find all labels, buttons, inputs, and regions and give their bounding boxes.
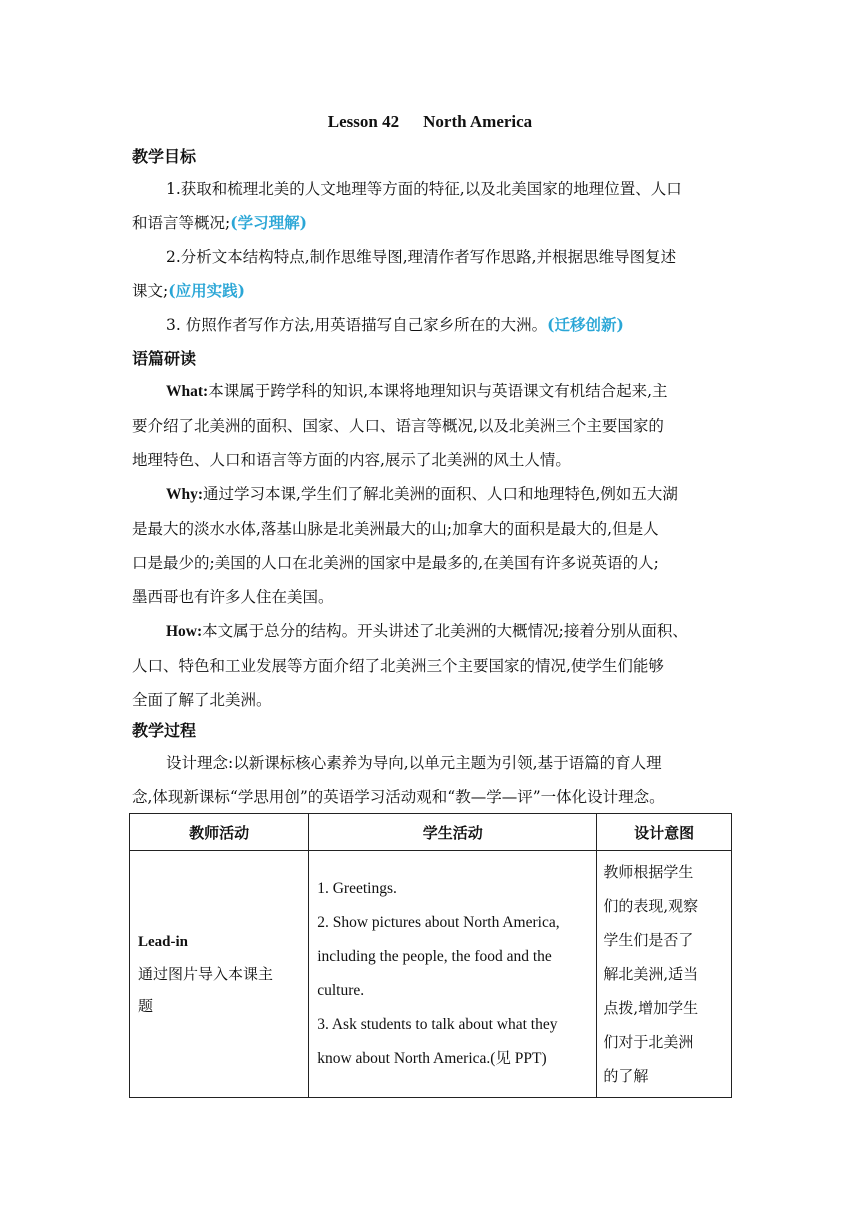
activity-line-5: 3. Ask students to talk about what they <box>317 1016 558 1033</box>
why-line-3: 口是最少的;美国的人口在北美洲的国家中是最多的,在美国有许多说英语的人; <box>132 554 659 572</box>
why-line-4: 墨西哥也有许多人住在美国。 <box>132 588 334 606</box>
what-line-3: 地理特色、人口和语言等方面的内容,展示了北美洲的风土人情。 <box>132 451 571 469</box>
intent-line-7: 的了解 <box>603 1067 649 1085</box>
table-header-row <box>130 814 732 851</box>
intent-line-5: 点拨,增加学生 <box>603 999 699 1017</box>
objective-1-line-2: 和语言等概况;(学习理解) <box>132 213 307 232</box>
how-line-1: How:本文属于总分的结构。开头讲述了北美洲的大概情况;接着分别从面积、 <box>166 622 688 640</box>
activity-line-2: 2. Show pictures about North America, <box>317 914 560 931</box>
intent-line-2: 们的表现,观察 <box>603 897 699 915</box>
header-design-intent: 设计意图 <box>597 814 732 851</box>
what-line-1: What:本课属于跨学科的知识,本课将地理知识与英语课文有机结合起来,主 <box>166 382 668 400</box>
objective-1-tag: (学习理解) <box>230 213 307 232</box>
objective-3-line-1: 3. 仿照作者写作方法,用英语描写自己家乡所在的大洲。(迁移创新) <box>166 315 624 334</box>
analysis-heading: 语篇研读 <box>132 349 197 368</box>
lesson-name: North America <box>423 112 533 131</box>
objectives-heading: 教学目标 <box>132 147 197 166</box>
lesson-number: Lesson 42 <box>327 112 400 131</box>
why-line-2: 是最大的淡水水体,落基山脉是北美洲最大的山;加拿大的面积是最大的,但是人 <box>132 520 659 538</box>
design-line-1: 设计理念:以新课标核心素养为导向,以单元主题为引领,基于语篇的育人理 <box>166 754 662 772</box>
table-row <box>130 851 732 1098</box>
intent-line-3: 学生们是否了 <box>603 931 694 949</box>
why-line-1: Why:通过学习本课,学生们了解北美洲的面积、人口和地理特色,例如五大湖 <box>166 485 678 503</box>
why-label: Why: <box>166 486 204 503</box>
header-student-activity: 学生活动 <box>309 814 597 851</box>
what-label: What: <box>166 383 209 400</box>
activity-line-4: culture. <box>317 982 365 999</box>
stage-desc-line-1: 通过图片导入本课主 <box>138 965 274 983</box>
activity-line-6: know about North America.(见 PPT) <box>317 1050 547 1067</box>
intent-line-1: 教师根据学生 <box>603 863 694 881</box>
objective-2-tag: (应用实践) <box>168 281 245 300</box>
objective-3-tag: (迁移创新) <box>547 315 624 334</box>
lesson-title <box>0 112 860 132</box>
header-teacher-activity: 教师活动 <box>130 814 309 851</box>
objective-1-line-1: 1.获取和梳理北美的人文地理等方面的特征,以及北美国家的地理位置、人口 <box>166 180 682 198</box>
intent-line-6: 们对于北美洲 <box>603 1033 694 1051</box>
intent-line-4: 解北美洲,适当 <box>603 965 699 983</box>
design-intent-cell <box>597 851 732 1098</box>
process-heading: 教学过程 <box>132 721 197 740</box>
how-line-3: 全面了解了北美洲。 <box>132 691 272 709</box>
activity-line-3: including the people, the food and the <box>317 948 552 965</box>
objective-2-line-2: 课文;(应用实践) <box>132 281 245 300</box>
activity-line-1: 1. Greetings. <box>317 880 397 897</box>
stage-label: Lead-in <box>138 934 189 950</box>
analysis-text <box>132 374 732 717</box>
process-table <box>129 813 732 1098</box>
objectives-list <box>132 172 732 342</box>
objective-2-line-1: 2.分析文本结构特点,制作思维导图,理清作者写作思路,并根据思维导图复述 <box>166 248 677 266</box>
how-label: How: <box>166 623 203 640</box>
stage-desc-line-2: 题 <box>138 997 154 1015</box>
design-line-2: 念,体现新课标“学思用创”的英语学习活动观和“教—学—评”一体化设计理念。 <box>132 788 665 806</box>
how-line-2: 人口、特色和工业发展等方面介绍了北美洲三个主要国家的情况,使学生们能够 <box>132 657 664 675</box>
what-line-2: 要介绍了北美洲的面积、国家、人口、语言等概况,以及北美洲三个主要国家的 <box>132 417 664 435</box>
design-concept <box>132 746 732 814</box>
teacher-activity-cell <box>130 851 309 1098</box>
student-activity-cell <box>309 851 597 1098</box>
